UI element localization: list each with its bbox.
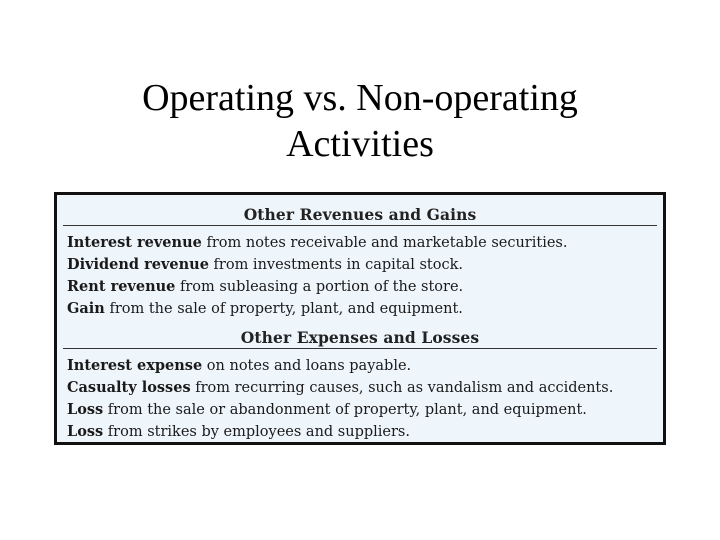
slide-title	[0, 75, 720, 167]
list-item	[67, 276, 661, 298]
item-term: Interest expense	[67, 357, 203, 374]
activities-table	[54, 192, 666, 445]
item-term: Interest revenue	[67, 234, 202, 251]
item-text: from recurring causes, such as vandalism and accidents.	[190, 380, 614, 396]
section-heading-expenses-losses: Other Expenses and Losses	[240, 328, 480, 347]
section-divider	[63, 348, 657, 349]
list-item	[67, 399, 661, 421]
item-text: from the sale or abandonment of property, plant, and equipment.	[103, 402, 587, 418]
item-text: from the sale of property, plant, and equipment.	[104, 301, 463, 317]
list-item	[67, 355, 661, 377]
expenses-losses-list	[67, 355, 661, 443]
list-item	[67, 232, 661, 254]
slide-title-line-2: Activities	[286, 123, 434, 166]
list-item	[67, 377, 661, 399]
item-term: Casualty losses	[67, 379, 191, 396]
item-term: Rent revenue	[67, 278, 176, 295]
item-term: Loss	[67, 423, 104, 440]
item-term: Gain	[67, 300, 105, 317]
list-item	[67, 254, 661, 276]
list-item	[67, 421, 661, 443]
section-divider	[63, 225, 657, 226]
item-text: on notes and loans payable.	[202, 358, 412, 374]
item-text: from subleasing a portion of the store.	[175, 279, 464, 295]
list-item	[67, 298, 661, 320]
item-text: from investments in capital stock.	[208, 257, 463, 273]
slide-title-line-1: Operating vs. Non-operating	[142, 77, 578, 120]
item-text: from notes receivable and marketable securities.	[201, 235, 568, 251]
item-text: from strikes by employees and suppliers.	[103, 424, 410, 440]
revenues-gains-list	[67, 232, 661, 320]
item-term: Dividend revenue	[67, 256, 209, 273]
section-heading-revenues-gains: Other Revenues and Gains	[243, 205, 477, 224]
item-term: Loss	[67, 401, 104, 418]
